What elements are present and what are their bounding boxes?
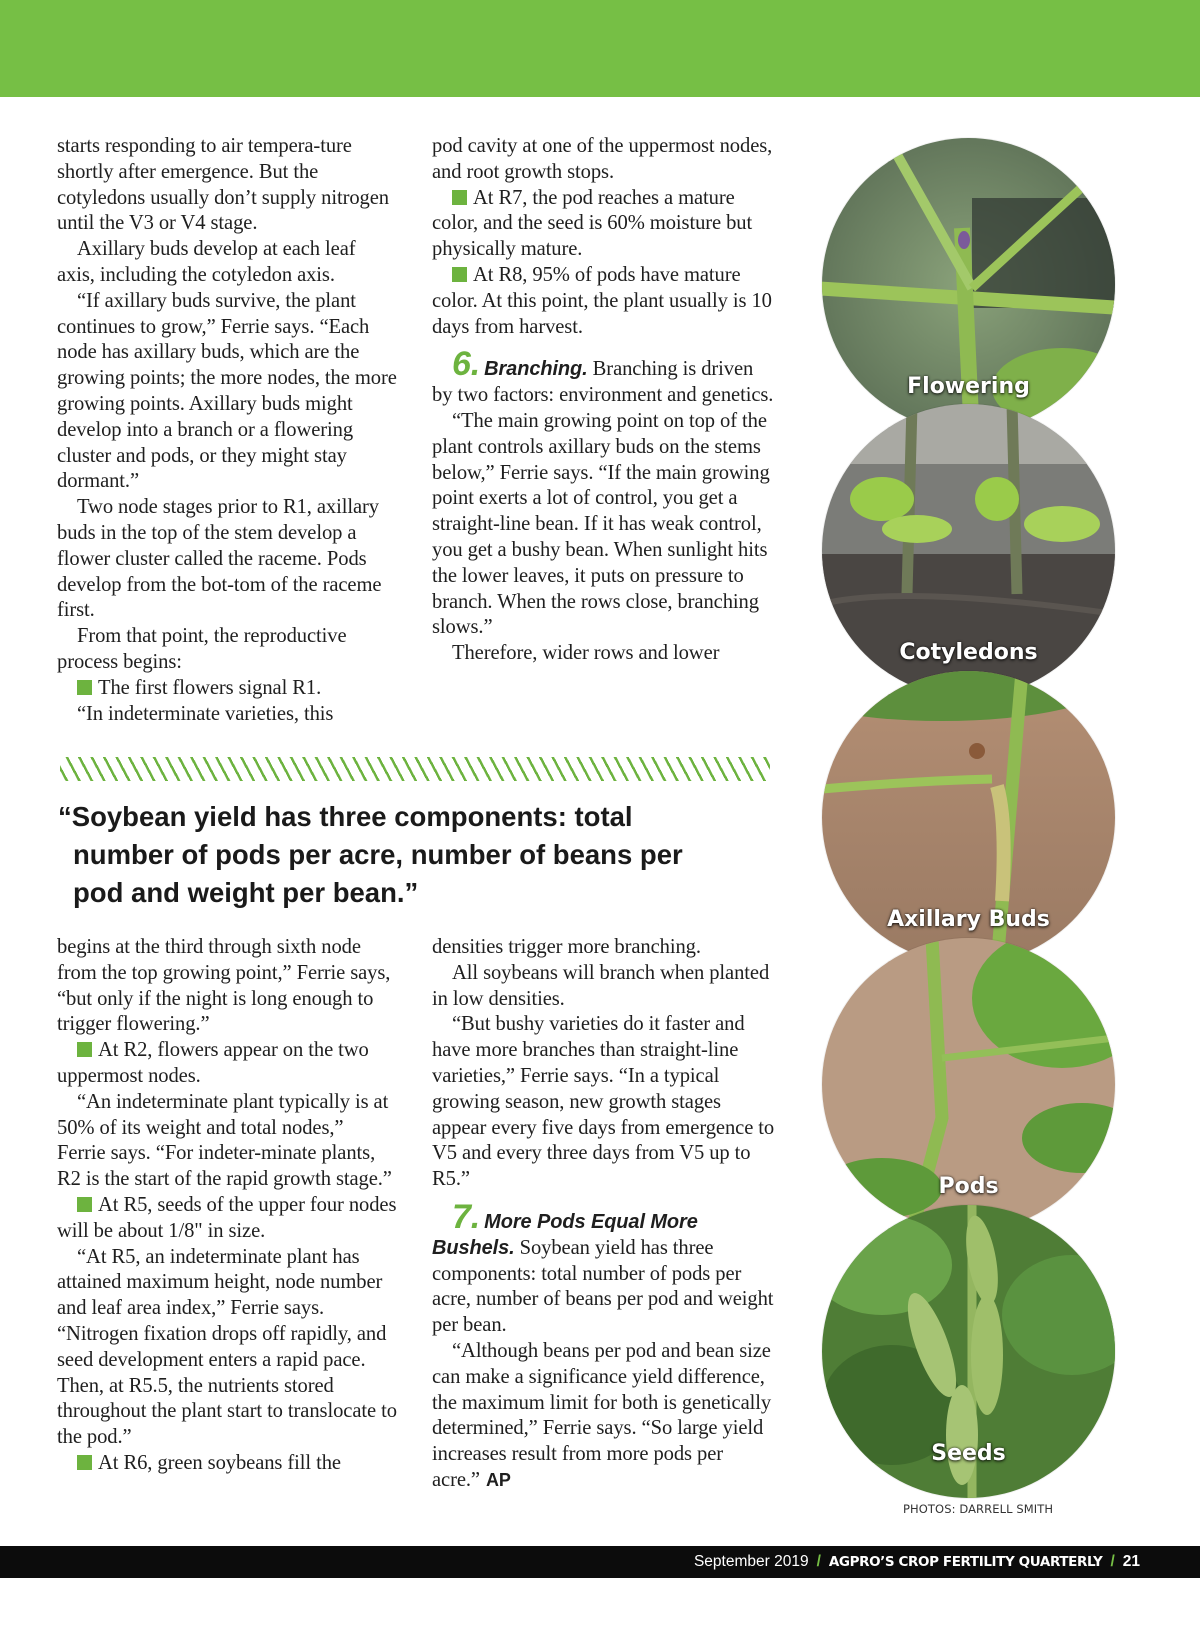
photo-label: Cotyledons xyxy=(899,640,1038,665)
footer-date: September 2019 xyxy=(693,1553,809,1570)
bullet-item xyxy=(57,676,397,702)
green-square-bullet-icon xyxy=(77,1197,92,1212)
green-square-bullet-icon xyxy=(452,190,467,205)
green-square-bullet-icon xyxy=(77,1042,92,1057)
bullet-text: At R8, 95% of pods have mature color. At this point, the plant usually is 10 days from harvest. xyxy=(432,263,772,338)
column-upper-left xyxy=(57,134,397,727)
footer-separator: / xyxy=(816,1553,821,1570)
paragraph: All soybeans will branch when planted in low densities. xyxy=(432,961,770,1010)
cotyledons-photo xyxy=(822,404,1115,697)
flowering-photo xyxy=(822,138,1115,431)
section-6-heading-paragraph xyxy=(432,345,777,409)
photo-label: Seeds xyxy=(931,1441,1006,1466)
section-text: Soybean yield has three components: total number of pods per acre, number of beans per pod and weight per bean. xyxy=(432,1236,774,1337)
footer-separator: / xyxy=(1110,1553,1115,1570)
section-number: 6. xyxy=(452,345,481,384)
paragraph: “In indeterminate varieties, this xyxy=(77,702,334,725)
pull-quote-line: number of pods per acre, number of beans per xyxy=(73,839,683,870)
hatched-divider xyxy=(60,757,770,781)
column-lower-right xyxy=(432,935,777,1494)
section-7-heading-paragraph xyxy=(432,1197,777,1339)
bullet-item xyxy=(432,186,777,263)
section-title: More Pods Equal More Bushels. xyxy=(432,1210,698,1259)
paragraph: Axillary buds develop at each leaf axis, including the cotyledon axis. xyxy=(57,238,356,286)
bullet-item xyxy=(57,1038,397,1090)
pull-quote-line: “Soybean yield has three components: total xyxy=(58,801,633,832)
paragraph: From that point, the reproductive process begins: xyxy=(57,625,347,673)
section-text: Branching is driven by two factors: environment and genetics. xyxy=(432,358,774,407)
paragraph: Two node stages prior to R1, axillary buds in the top of the stem develop a flower cluster called the raceme. Pods develop from the bot-tom of the raceme first. xyxy=(57,496,382,622)
section-number: 7. xyxy=(452,1197,481,1236)
footer-bar xyxy=(0,1546,1200,1578)
photo-label: Flowering xyxy=(907,374,1030,399)
column-upper-right xyxy=(432,134,777,667)
bullet-text: At R7, the pod reaches a mature color, and the seed is 60% moisture but physically mature. xyxy=(432,186,753,261)
column-lower-left xyxy=(57,935,397,1477)
pull-quote xyxy=(58,798,758,912)
paragraph: densities trigger more branching. xyxy=(432,936,701,958)
photo-credit: PHOTOS: DARRELL SMITH xyxy=(903,1502,1054,1516)
green-square-bullet-icon xyxy=(77,680,92,695)
axillary-buds-photo xyxy=(822,671,1115,964)
photo-label: Axillary Buds xyxy=(887,907,1050,932)
page-number: 21 xyxy=(1122,1553,1140,1570)
paragraph: “At R5, an indeterminate plant has attained maximum height, node number and leaf area index,” Ferrie says. “Nitrogen fixation drops off rapidly, and seed development enters a rapid pace. Then, at R5.5, the nutrients stored throughout the plant start to translocate to the pod.” xyxy=(57,1245,397,1449)
bullet-text: The first flowers signal R1. xyxy=(98,676,322,699)
green-square-bullet-icon xyxy=(452,267,467,282)
bullet-item xyxy=(432,263,777,340)
bullet-text: At R5, seeds of the upper four nodes will be about 1/8" in size. xyxy=(57,1193,397,1242)
paragraph xyxy=(432,1339,777,1494)
section-title: Branching. xyxy=(484,358,588,381)
paragraph: Therefore, wider rows and lower xyxy=(452,642,720,665)
bullet-text: At R2, flowers appear on the two uppermost nodes. xyxy=(57,1039,369,1087)
bullet-item xyxy=(57,1451,397,1477)
footer-text xyxy=(694,1553,1140,1571)
paragraph-text: “Although beans per pod and bean size can make a significance yield difference, the maximum limit for both is genetically determined,” Ferrie says. “So large yield increases result from more pods per acre.” xyxy=(432,1339,772,1491)
footer-magazine: AGPRO’S CROP FERTILITY QUARTERLY xyxy=(828,1554,1103,1570)
green-square-bullet-icon xyxy=(77,1455,92,1470)
paragraph: pod cavity at one of the uppermost nodes, and root growth stops. xyxy=(432,135,773,183)
paragraph: begins at the third through sixth node from the top growing point,” Ferrie says, “but only if the night is long enough to trigger flowering.” xyxy=(57,936,391,1036)
pull-quote-line: pod and weight per bean.” xyxy=(73,877,419,908)
signoff: AP xyxy=(485,1469,511,1490)
photo-label: Pods xyxy=(938,1174,999,1199)
header-green-band xyxy=(0,0,1200,97)
paragraph: “The main growing point on top of the plant controls axillary buds on the stems below,” Ferrie says. “If the main growing point exerts a lot of control, you get a straight-line bean. If it has weak control, you get a bushy bean. When sunlight hits the lower leaves, it puts on pressure to branch. When the rows close, branching slows.” xyxy=(432,409,770,639)
pods-photo xyxy=(822,938,1115,1231)
paragraph: “An indeterminate plant typically is at 50% of its weight and total nodes,” Ferrie says. “For indeter-minate plants, R2 is the start of the rapid growth stage.” xyxy=(57,1090,392,1191)
seeds-photo xyxy=(822,1205,1115,1498)
paragraph: “But bushy varieties do it faster and have more branches than straight-line varieties,” Ferrie says. “In a typical growing season, new growth stages appear every five days from emergence to V5 and every three days from V5 up to R5.” xyxy=(432,1013,775,1191)
bullet-text: At R6, green soybeans fill the xyxy=(98,1451,341,1474)
paragraph: starts responding to air tempera-ture shortly after emergence. But the cotyledons usually don’t supply nitrogen until the V3 or V4 stage. xyxy=(57,135,389,235)
bullet-item xyxy=(57,1193,397,1245)
paragraph: “If axillary buds survive, the plant continues to grow,” Ferrie says. “Each node has axillary buds, which are the growing points; the more nodes, the more growing points. Axillary buds might develop into a branch or a flowering cluster and pods, or they might stay dormant.” xyxy=(57,289,397,493)
